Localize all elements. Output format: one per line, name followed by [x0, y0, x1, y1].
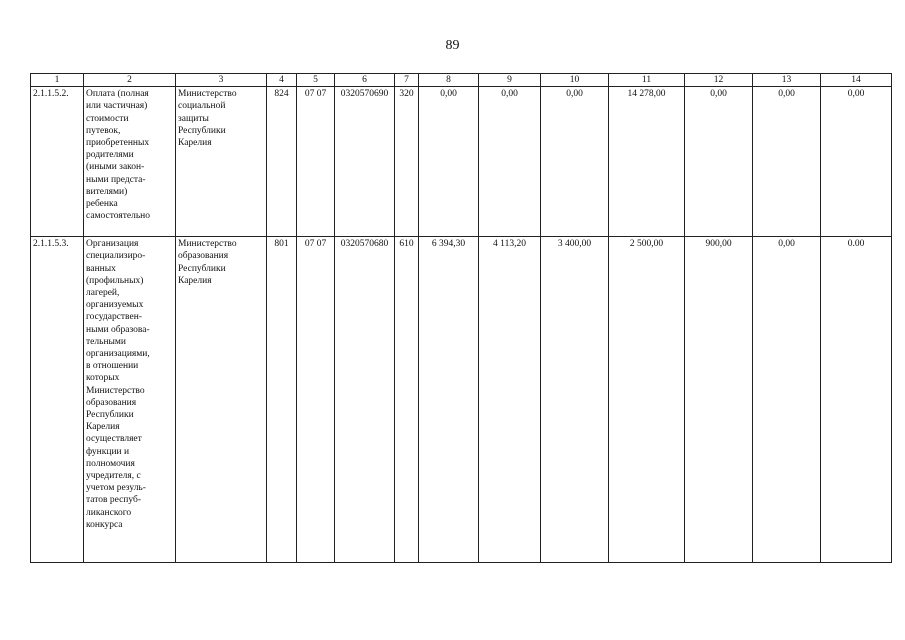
row-agency: Министерство социальной защиты Республики Карелия [176, 87, 267, 237]
column-number-row [31, 74, 892, 87]
column-header: 10 [541, 74, 609, 87]
column-header: 1 [31, 74, 84, 87]
row-value-13: 0,00 [753, 237, 821, 563]
row-section: 07 07 [297, 87, 335, 237]
column-header: 12 [685, 74, 753, 87]
row-code: 2.1.1.5.3. [31, 237, 84, 563]
column-header: 13 [753, 74, 821, 87]
row-code: 2.1.1.5.2. [31, 87, 84, 237]
column-header: 9 [479, 74, 541, 87]
row-expense-type: 320 [395, 87, 419, 237]
row-value-12: 900,00 [685, 237, 753, 563]
column-header: 11 [609, 74, 685, 87]
row-value-9: 4 113,20 [479, 237, 541, 563]
row-value-8: 0,00 [419, 87, 479, 237]
row-value-8: 6 394,30 [419, 237, 479, 563]
column-header: 8 [419, 74, 479, 87]
row-grbs: 824 [267, 87, 297, 237]
column-header: 6 [335, 74, 395, 87]
row-grbs: 801 [267, 237, 297, 563]
row-description: Оплата (полная или частичная) стоимости путевок, приобретенных родителями (иными закон- ными предста- вителями) ребенка самостоятельно [84, 87, 176, 237]
budget-table [30, 73, 892, 563]
row-value-14: 0.00 [821, 237, 892, 563]
row-value-14: 0,00 [821, 87, 892, 237]
row-expense-type: 610 [395, 237, 419, 563]
column-header: 2 [84, 74, 176, 87]
row-section: 07 07 [297, 237, 335, 563]
row-value-10: 0,00 [541, 87, 609, 237]
row-value-11: 2 500,00 [609, 237, 685, 563]
table-row [31, 237, 892, 563]
column-header: 14 [821, 74, 892, 87]
row-target-article: 0320570690 [335, 87, 395, 237]
row-value-11: 14 278,00 [609, 87, 685, 237]
row-agency: Министерство образования Республики Карелия [176, 237, 267, 563]
table-row [31, 87, 892, 237]
row-value-12: 0,00 [685, 87, 753, 237]
row-description: Организация специализиро- ванных (профильных) лагерей, организуемых государствен- ными образова- тельными организациями, в отношении которых Министерство образования Республики Карелия осуществляет функции и полномочия учредителя, с учетом резуль- татов респуб- ликанского конкурса [84, 237, 176, 563]
column-header: 3 [176, 74, 267, 87]
row-value-9: 0,00 [479, 87, 541, 237]
row-value-10: 3 400,00 [541, 237, 609, 563]
row-value-13: 0,00 [753, 87, 821, 237]
page-number: 89 [445, 38, 460, 53]
column-header: 5 [297, 74, 335, 87]
column-header: 4 [267, 74, 297, 87]
column-header: 7 [395, 74, 419, 87]
row-target-article: 0320570680 [335, 237, 395, 563]
